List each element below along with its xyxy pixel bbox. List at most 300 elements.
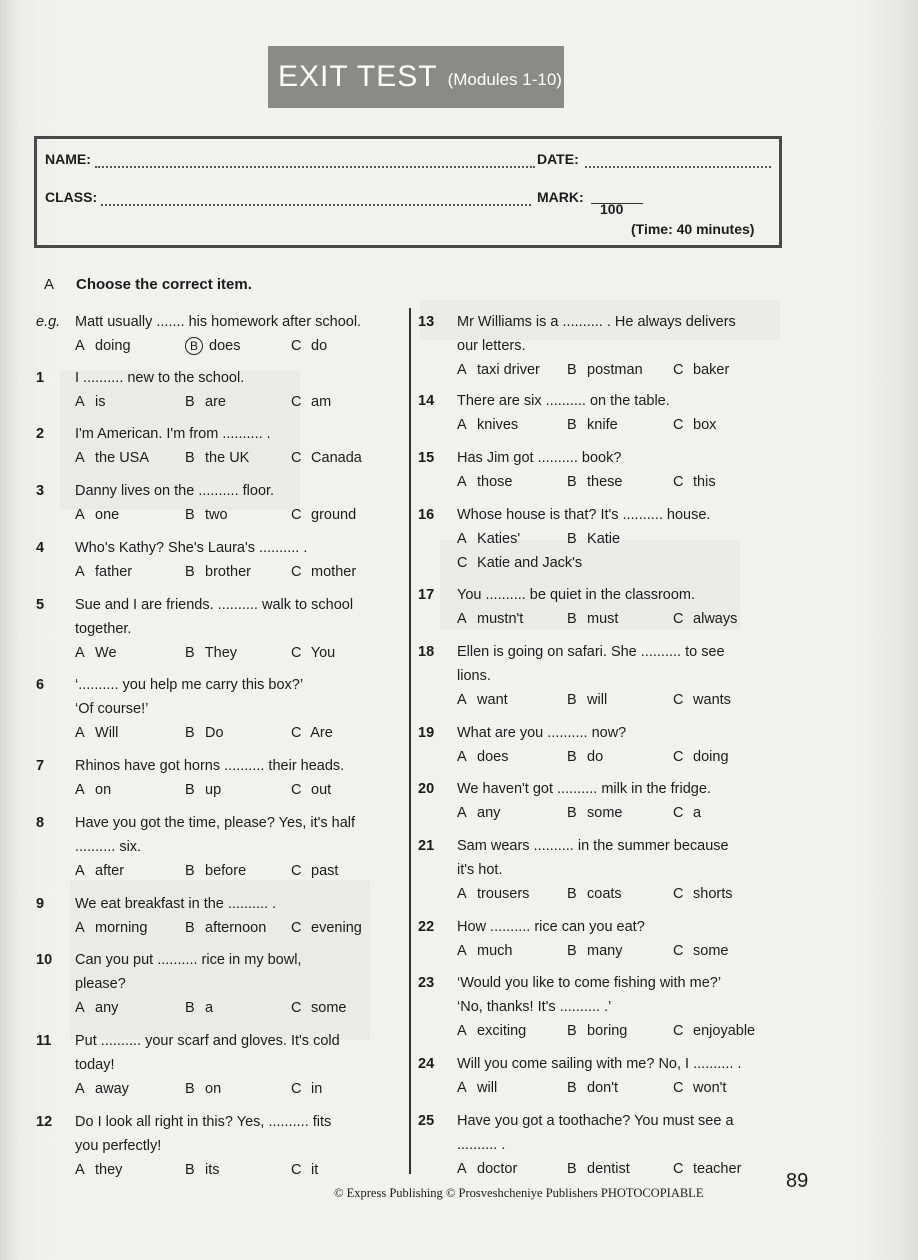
option-letter: A [457,1023,467,1039]
option-letter: B [567,474,577,490]
option-a[interactable] [75,641,117,665]
question-text: Sam wears .......... in the summer because [457,838,729,854]
option-b[interactable] [567,1076,618,1100]
option-letter: C [673,1161,684,1177]
question-text: Rhinos have got horns .......... their heads. [75,758,345,774]
option-letter: B [185,337,203,355]
option-letter: C [673,362,684,378]
option-a[interactable] [457,1157,517,1181]
option-text: will [583,692,608,708]
option-a[interactable] [457,358,540,382]
option-letter: A [457,362,467,378]
option-a[interactable] [457,413,518,437]
option-letter: A [75,507,85,523]
option-a[interactable] [75,1077,129,1101]
question-text: Sue and I are friends. .......... walk to school [75,597,354,613]
question-number: 9 [36,896,45,912]
option-a[interactable] [75,916,147,940]
option-text: enjoyable [689,1023,756,1039]
option-text: box [689,417,717,433]
option-text: doing [91,338,131,354]
option-letter: A [75,1081,85,1097]
question-text: Matt usually ....... his homework after school. [75,314,362,330]
option-letter: B [567,362,577,378]
option-letter: C [291,1000,302,1016]
option-text: doing [689,749,729,765]
option-c[interactable] [673,358,729,382]
option-a[interactable] [75,334,131,358]
question-text-continued: today! [75,1057,115,1073]
option-text: one [91,507,120,523]
question-text-continued: our letters. [457,338,526,354]
question-text-continued: lions. [457,668,491,684]
option-text: exciting [473,1023,527,1039]
option-text: don't [583,1080,619,1096]
option-c[interactable] [673,939,729,963]
option-text: two [201,507,228,523]
option-text: morning [91,920,148,936]
option-a[interactable] [75,560,132,584]
mark-label: MARK: [537,189,584,205]
option-c[interactable] [673,882,733,906]
date-field[interactable] [585,165,771,168]
option-text: it [307,1162,319,1178]
option-a[interactable] [457,1076,497,1100]
copyright-footer: © Express Publishing © Prosveshcheniye Publishers PHOTOCOPIABLE [334,1186,704,1200]
option-text: afternoon [201,920,267,936]
option-letter: B [185,920,195,936]
option-text: taxi driver [473,362,540,378]
option-c[interactable] [673,413,716,437]
option-letter: A [457,531,467,547]
class-field[interactable] [101,203,531,206]
question-text: Whose house is that? It's .......... house. [457,507,711,523]
option-letter: A [75,394,85,410]
option-text: wants [689,692,731,708]
option-b[interactable] [185,778,221,802]
option-b[interactable] [185,446,249,470]
option-letter: C [291,863,302,879]
option-a[interactable] [75,1158,122,1182]
option-letter: A [457,886,467,902]
option-letter: B [567,417,577,433]
option-text: father [91,564,133,580]
option-b[interactable] [567,527,620,551]
option-letter: C [673,1080,684,1096]
option-text: does [205,338,241,354]
option-letter: C [673,1023,684,1039]
exit-test-subtitle: (Modules 1-10) [447,70,562,89]
exit-test-title-bar [268,46,564,108]
question-number: 19 [418,725,435,741]
option-letter: C [291,920,302,936]
option-c[interactable] [673,470,716,494]
option-letter: C [291,338,302,354]
option-text: mustn't [473,611,524,627]
question-number: 14 [418,393,435,409]
option-letter: A [457,1161,467,1177]
question-number: 20 [418,781,435,797]
option-letter: C [673,805,684,821]
option-text: are [201,394,226,410]
question-text: We eat breakfast in the .......... . [75,896,277,912]
option-letter: C [673,474,684,490]
question-text: How .......... rice can you eat? [457,919,645,935]
question-number: 3 [36,483,45,499]
option-c[interactable] [291,390,331,414]
question-number: 17 [418,587,435,603]
option-text: the UK [201,450,250,466]
option-text: knives [473,417,519,433]
option-text: Katie and Jack's [473,555,583,571]
question-number: e.g. [36,314,61,330]
option-text: trousers [473,886,530,902]
option-letter: A [457,611,467,627]
option-b[interactable] [567,801,623,825]
option-a[interactable] [75,390,106,414]
option-a[interactable] [75,721,118,745]
option-b[interactable] [185,721,224,745]
option-text: teacher [689,1161,742,1177]
option-letter: A [75,450,85,466]
option-text: past [307,863,339,879]
option-b[interactable] [567,939,623,963]
question-text: ‘Would you like to come fishing with me?’ [457,975,722,991]
option-b[interactable] [185,641,237,665]
option-letter: C [291,394,302,410]
question-number: 18 [418,644,435,660]
option-letter: A [75,564,85,580]
option-letter: B [567,805,577,821]
option-text: evening [307,920,362,936]
question-number: 13 [418,314,435,330]
option-text: those [473,474,513,490]
option-text: must [583,611,619,627]
question-text: You .......... be quiet in the classroom. [457,587,696,603]
question-text-continued: you perfectly! [75,1138,162,1154]
option-letter: B [567,886,577,902]
option-letter: B [185,1081,195,1097]
option-text: We [91,645,117,661]
option-text: do [583,749,604,765]
question-text: I'm American. I'm from .......... . [75,426,271,442]
section-instruction: Choose the correct item. [76,276,252,293]
option-letter: A [457,692,467,708]
option-c[interactable] [291,560,356,584]
question-number: 11 [36,1033,52,1049]
option-text: any [473,805,501,821]
option-text: the USA [91,450,150,466]
option-c[interactable] [673,745,729,769]
option-text: am [307,394,332,410]
option-letter: C [291,725,302,741]
question-number: 23 [418,975,435,991]
option-letter: B [567,1080,577,1096]
question-text: There are six .......... on the table. [457,393,670,409]
option-text: many [583,943,623,959]
option-text: Canada [307,450,362,466]
name-field[interactable] [95,165,535,168]
question-text: Put .......... your scarf and gloves. It's cold [75,1033,340,1049]
question-text: I .......... new to the school. [75,370,245,386]
option-letter: C [673,692,684,708]
option-text: on [91,782,112,798]
student-info-box [34,136,782,248]
question-text: Has Jim got .......... book? [457,450,622,466]
question-text: Have you got a toothache? You must see a [457,1113,734,1129]
section-letter: A [44,276,55,293]
option-text: they [91,1162,123,1178]
option-text: is [91,394,106,410]
page-number: 89 [786,1170,809,1192]
option-c[interactable] [673,607,737,631]
option-text: will [473,1080,498,1096]
option-letter: C [291,450,302,466]
option-b[interactable] [185,996,213,1020]
question-text: Who's Kathy? She's Laura's .......... . [75,540,308,556]
option-text: a [201,1000,214,1016]
option-text: do [307,338,328,354]
option-text: Do [201,725,224,741]
option-b[interactable] [185,859,246,883]
option-b[interactable] [567,413,618,437]
option-letter: A [75,782,85,798]
option-text: Are [307,725,333,741]
option-text: won't [689,1080,727,1096]
option-letter: C [291,1081,302,1097]
question-number: 16 [418,507,435,523]
option-text: up [201,782,222,798]
option-text: mother [307,564,357,580]
option-letter: B [567,611,577,627]
option-letter: A [457,749,467,765]
option-b[interactable] [185,390,226,414]
option-text: shorts [689,886,733,902]
option-c[interactable] [291,996,347,1020]
question-number: 22 [418,919,435,935]
option-a[interactable] [457,801,500,825]
option-c[interactable] [673,801,701,825]
option-letter: C [673,417,684,433]
option-b[interactable] [185,1077,221,1101]
option-letter: B [185,507,195,523]
option-letter: B [567,1161,577,1177]
question-number: 24 [418,1056,435,1072]
option-c[interactable] [673,1019,755,1043]
option-b[interactable] [185,503,228,527]
option-c[interactable] [457,551,582,575]
option-letter: A [75,1000,85,1016]
question-text: Ellen is going on safari. She .......... to see [457,644,725,660]
question-text-continued: together. [75,621,132,637]
option-letter: B [185,782,195,798]
option-text: They [201,645,238,661]
option-text: Katies' [473,531,521,547]
option-c[interactable] [291,859,338,883]
option-b[interactable] [567,745,603,769]
option-text: baker [689,362,730,378]
option-text: out [307,782,332,798]
option-c[interactable] [291,778,331,802]
option-text: in [307,1081,323,1097]
option-a[interactable] [457,688,508,712]
option-text: away [91,1081,129,1097]
option-c[interactable] [291,446,362,470]
option-b[interactable] [567,882,622,906]
option-text: any [91,1000,119,1016]
question-number: 15 [418,450,435,466]
question-number: 5 [36,597,45,613]
option-text: knife [583,417,618,433]
option-letter: B [567,692,577,708]
option-letter: B [185,1162,195,1178]
option-text: some [689,943,729,959]
question-number: 12 [36,1114,53,1130]
question-number: 21 [418,838,435,854]
option-text: a [689,805,702,821]
option-text: You [307,645,336,661]
option-letter: C [291,564,302,580]
option-letter: C [673,886,684,902]
option-a[interactable] [75,446,149,470]
option-letter: A [457,805,467,821]
question-text-continued: .......... . [457,1137,506,1153]
option-letter: B [567,531,577,547]
question-text-continued: ‘Of course!’ [75,701,149,717]
option-a[interactable] [457,1019,526,1043]
option-b[interactable] [185,334,240,358]
option-letter: B [185,1000,195,1016]
date-label: DATE: [537,151,579,167]
option-b[interactable] [567,607,618,631]
option-letter: A [75,920,85,936]
option-letter: B [185,394,195,410]
option-text: before [201,863,247,879]
option-text: does [473,749,509,765]
option-letter: B [185,450,195,466]
question-text: Mr Williams is a .......... . He always delivers [457,314,736,330]
option-letter: C [673,943,684,959]
option-text: Will [91,725,119,741]
option-c[interactable] [291,641,335,665]
option-b[interactable] [185,560,251,584]
question-text: Danny lives on the .......... floor. [75,483,275,499]
option-letter: B [185,863,195,879]
option-letter: B [567,749,577,765]
option-c[interactable] [673,1157,741,1181]
option-text: after [91,863,125,879]
option-letter: A [75,1162,85,1178]
option-text: ground [307,507,357,523]
option-letter: A [75,725,85,741]
option-a[interactable] [457,527,520,551]
option-b[interactable] [185,1158,220,1182]
option-text: this [689,474,716,490]
option-letter: B [567,1023,577,1039]
option-b[interactable] [567,1157,630,1181]
option-a[interactable] [75,996,118,1020]
option-letter: A [75,338,85,354]
name-label: NAME: [45,151,91,167]
option-text: want [473,692,508,708]
option-c[interactable] [673,1076,726,1100]
option-text: some [307,1000,347,1016]
option-text: coats [583,886,622,902]
mark-total: 100 [600,201,624,217]
question-number: 25 [418,1113,435,1129]
option-letter: A [75,645,85,661]
option-letter: A [457,474,467,490]
option-text: its [201,1162,220,1178]
option-c[interactable] [291,503,356,527]
question-text-continued: it's hot. [457,862,503,878]
option-a[interactable] [75,859,124,883]
question-number: 10 [36,952,53,968]
exit-test-title: EXIT TEST [278,60,438,93]
class-label: CLASS: [45,189,98,205]
option-text: doctor [473,1161,518,1177]
option-letter: B [567,943,577,959]
option-a[interactable] [75,503,119,527]
option-a[interactable] [75,778,111,802]
question-number: 2 [36,426,45,442]
question-text-continued: please? [75,976,126,992]
question-text: What are you .......... now? [457,725,627,741]
option-b[interactable] [185,916,266,940]
option-letter: C [291,782,302,798]
question-text-continued: ‘No, thanks! It's .......... .’ [457,999,612,1015]
option-c[interactable] [673,688,731,712]
option-b[interactable] [567,1019,627,1043]
option-text: much [473,943,513,959]
option-text: dentist [583,1161,630,1177]
question-text-continued: .......... six. [75,839,142,855]
option-a[interactable] [457,470,513,494]
option-c[interactable] [291,1077,322,1101]
option-letter: A [457,417,467,433]
option-text: boring [583,1023,628,1039]
option-letter: B [185,564,195,580]
question-number: 1 [36,370,45,386]
option-text: Katie [583,531,621,547]
option-b[interactable] [567,358,643,382]
option-c[interactable] [291,916,362,940]
option-text: some [583,805,623,821]
option-c[interactable] [291,334,327,358]
option-b[interactable] [567,470,623,494]
option-letter: B [185,645,195,661]
option-text: on [201,1081,222,1097]
option-a[interactable] [457,607,523,631]
option-a[interactable] [457,939,513,963]
option-letter: C [291,1162,302,1178]
question-text: We haven't got .......... milk in the fridge. [457,781,711,797]
option-letter: C [291,645,302,661]
question-text: ‘.......... you help me carry this box?’ [75,677,304,693]
option-b[interactable] [567,688,607,712]
question-text: Will you come sailing with me? No, I .......... . [457,1056,742,1072]
option-a[interactable] [457,745,508,769]
option-text: postman [583,362,643,378]
question-number: 8 [36,815,45,831]
question-text: Have you got the time, please? Yes, it's half [75,815,356,831]
option-text: brother [201,564,251,580]
option-c[interactable] [291,1158,318,1182]
question-number: 7 [36,758,45,774]
option-a[interactable] [457,882,529,906]
option-letter: C [673,611,684,627]
option-c[interactable] [291,721,333,745]
